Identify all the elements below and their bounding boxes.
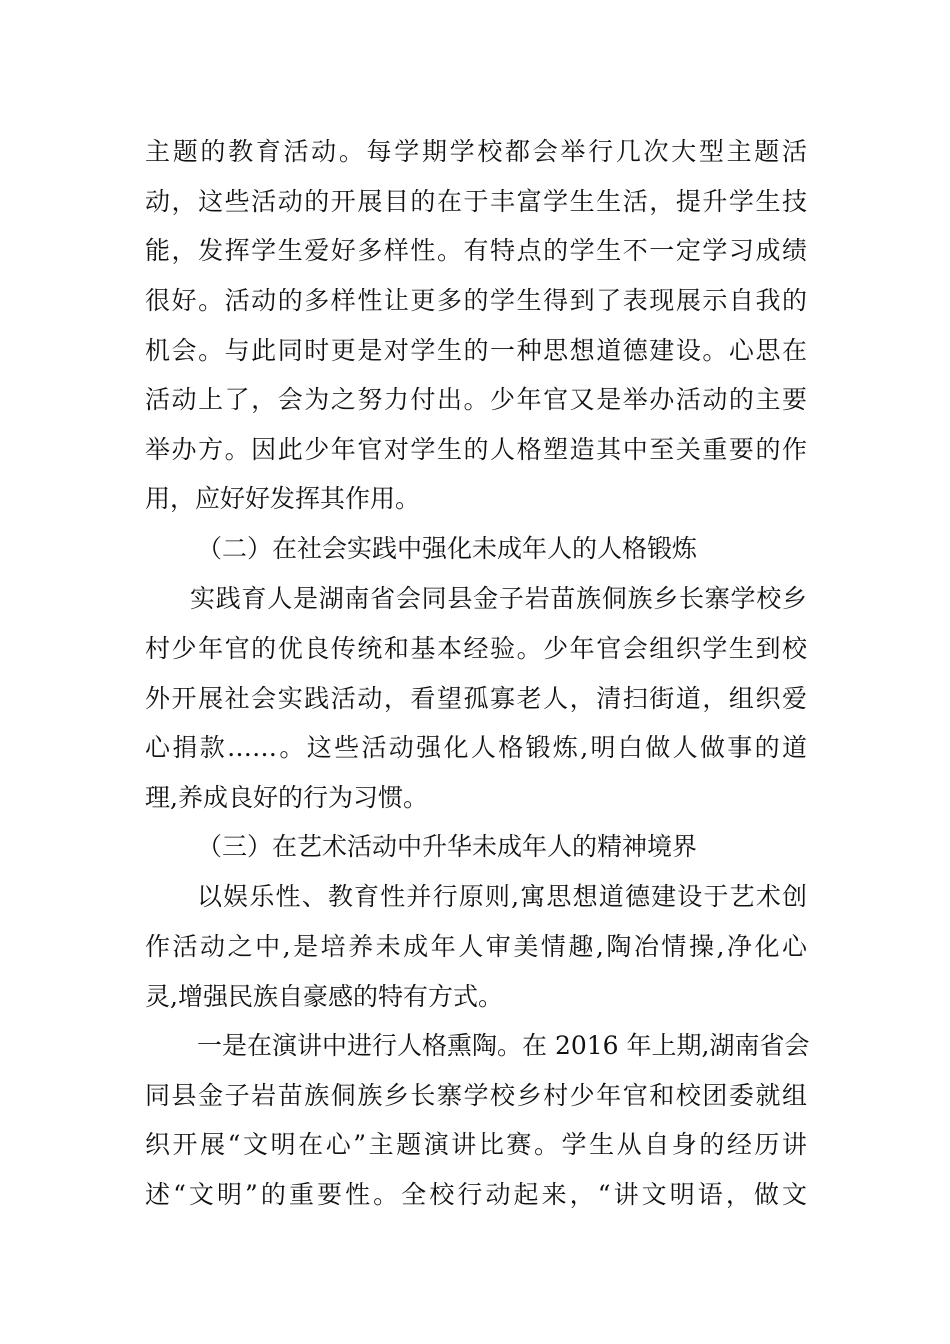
body-text-line: 理,养成良好的行为习惯。	[145, 783, 428, 812]
section-heading: （三）在艺术活动中升华未成年人的精神境界	[197, 832, 698, 861]
body-text-line: 很好。活动的多样性让更多的学生得到了表现展示自我的	[145, 286, 807, 315]
body-text-line: 动，这些活动的开展目的在于丰富学生生活，提升学生技	[145, 187, 807, 216]
body-text-line: 灵,增强民族自豪感的特有方式。	[145, 982, 503, 1011]
body-text-line: 用，应好好发挥其作用。	[145, 484, 421, 513]
body-text-line: 心捐款……。这些活动强化人格锻炼,明白做人做事的道	[145, 733, 807, 762]
body-text-line: 主题的教育活动。每学期学校都会举行几次大型主题活	[145, 137, 807, 166]
body-text-line: 一是在演讲中进行人格熏陶。在 2016 年上期,湖南省会	[197, 1031, 810, 1060]
body-text-line: 作活动之中,是培养未成年人审美情趣,陶冶情操,净化心	[145, 932, 807, 961]
section-heading: （二）在社会实践中强化未成年人的人格锻炼	[197, 534, 698, 563]
body-text-line: 外开展社会实践活动，看望孤寡老人，清扫街道，组织爱	[145, 684, 807, 713]
body-text-line: 村少年官的优良传统和基本经验。少年官会组织学生到校	[145, 634, 807, 663]
body-text-line: 织开展“文明在心”主题演讲比赛。学生从自身的经历讲	[145, 1130, 807, 1159]
body-text-line: 举办方。因此少年官对学生的人格塑造其中至关重要的作	[145, 435, 807, 464]
body-text-line: 实践育人是湖南省会同县金子岩苗族侗族乡长寨学校乡	[190, 584, 807, 613]
body-text-line: 述“文明”的重要性。全校行动起来，“讲文明语，做文	[145, 1180, 807, 1209]
body-text-line: 以娱乐性、教育性并行原则,寓思想道德建设于艺术创	[197, 882, 807, 911]
body-text-line: 活动上了，会为之努力付出。少年官又是举办活动的主要	[145, 385, 807, 414]
body-text-line: 同县金子岩苗族侗族乡长寨学校乡村少年官和校团委就组	[145, 1081, 807, 1110]
body-text-line: 能，发挥学生爱好多样性。有特点的学生不一定学习成绩	[145, 236, 807, 265]
body-text-line: 机会。与此同时更是对学生的一种思想道德建设。心思在	[145, 336, 807, 365]
